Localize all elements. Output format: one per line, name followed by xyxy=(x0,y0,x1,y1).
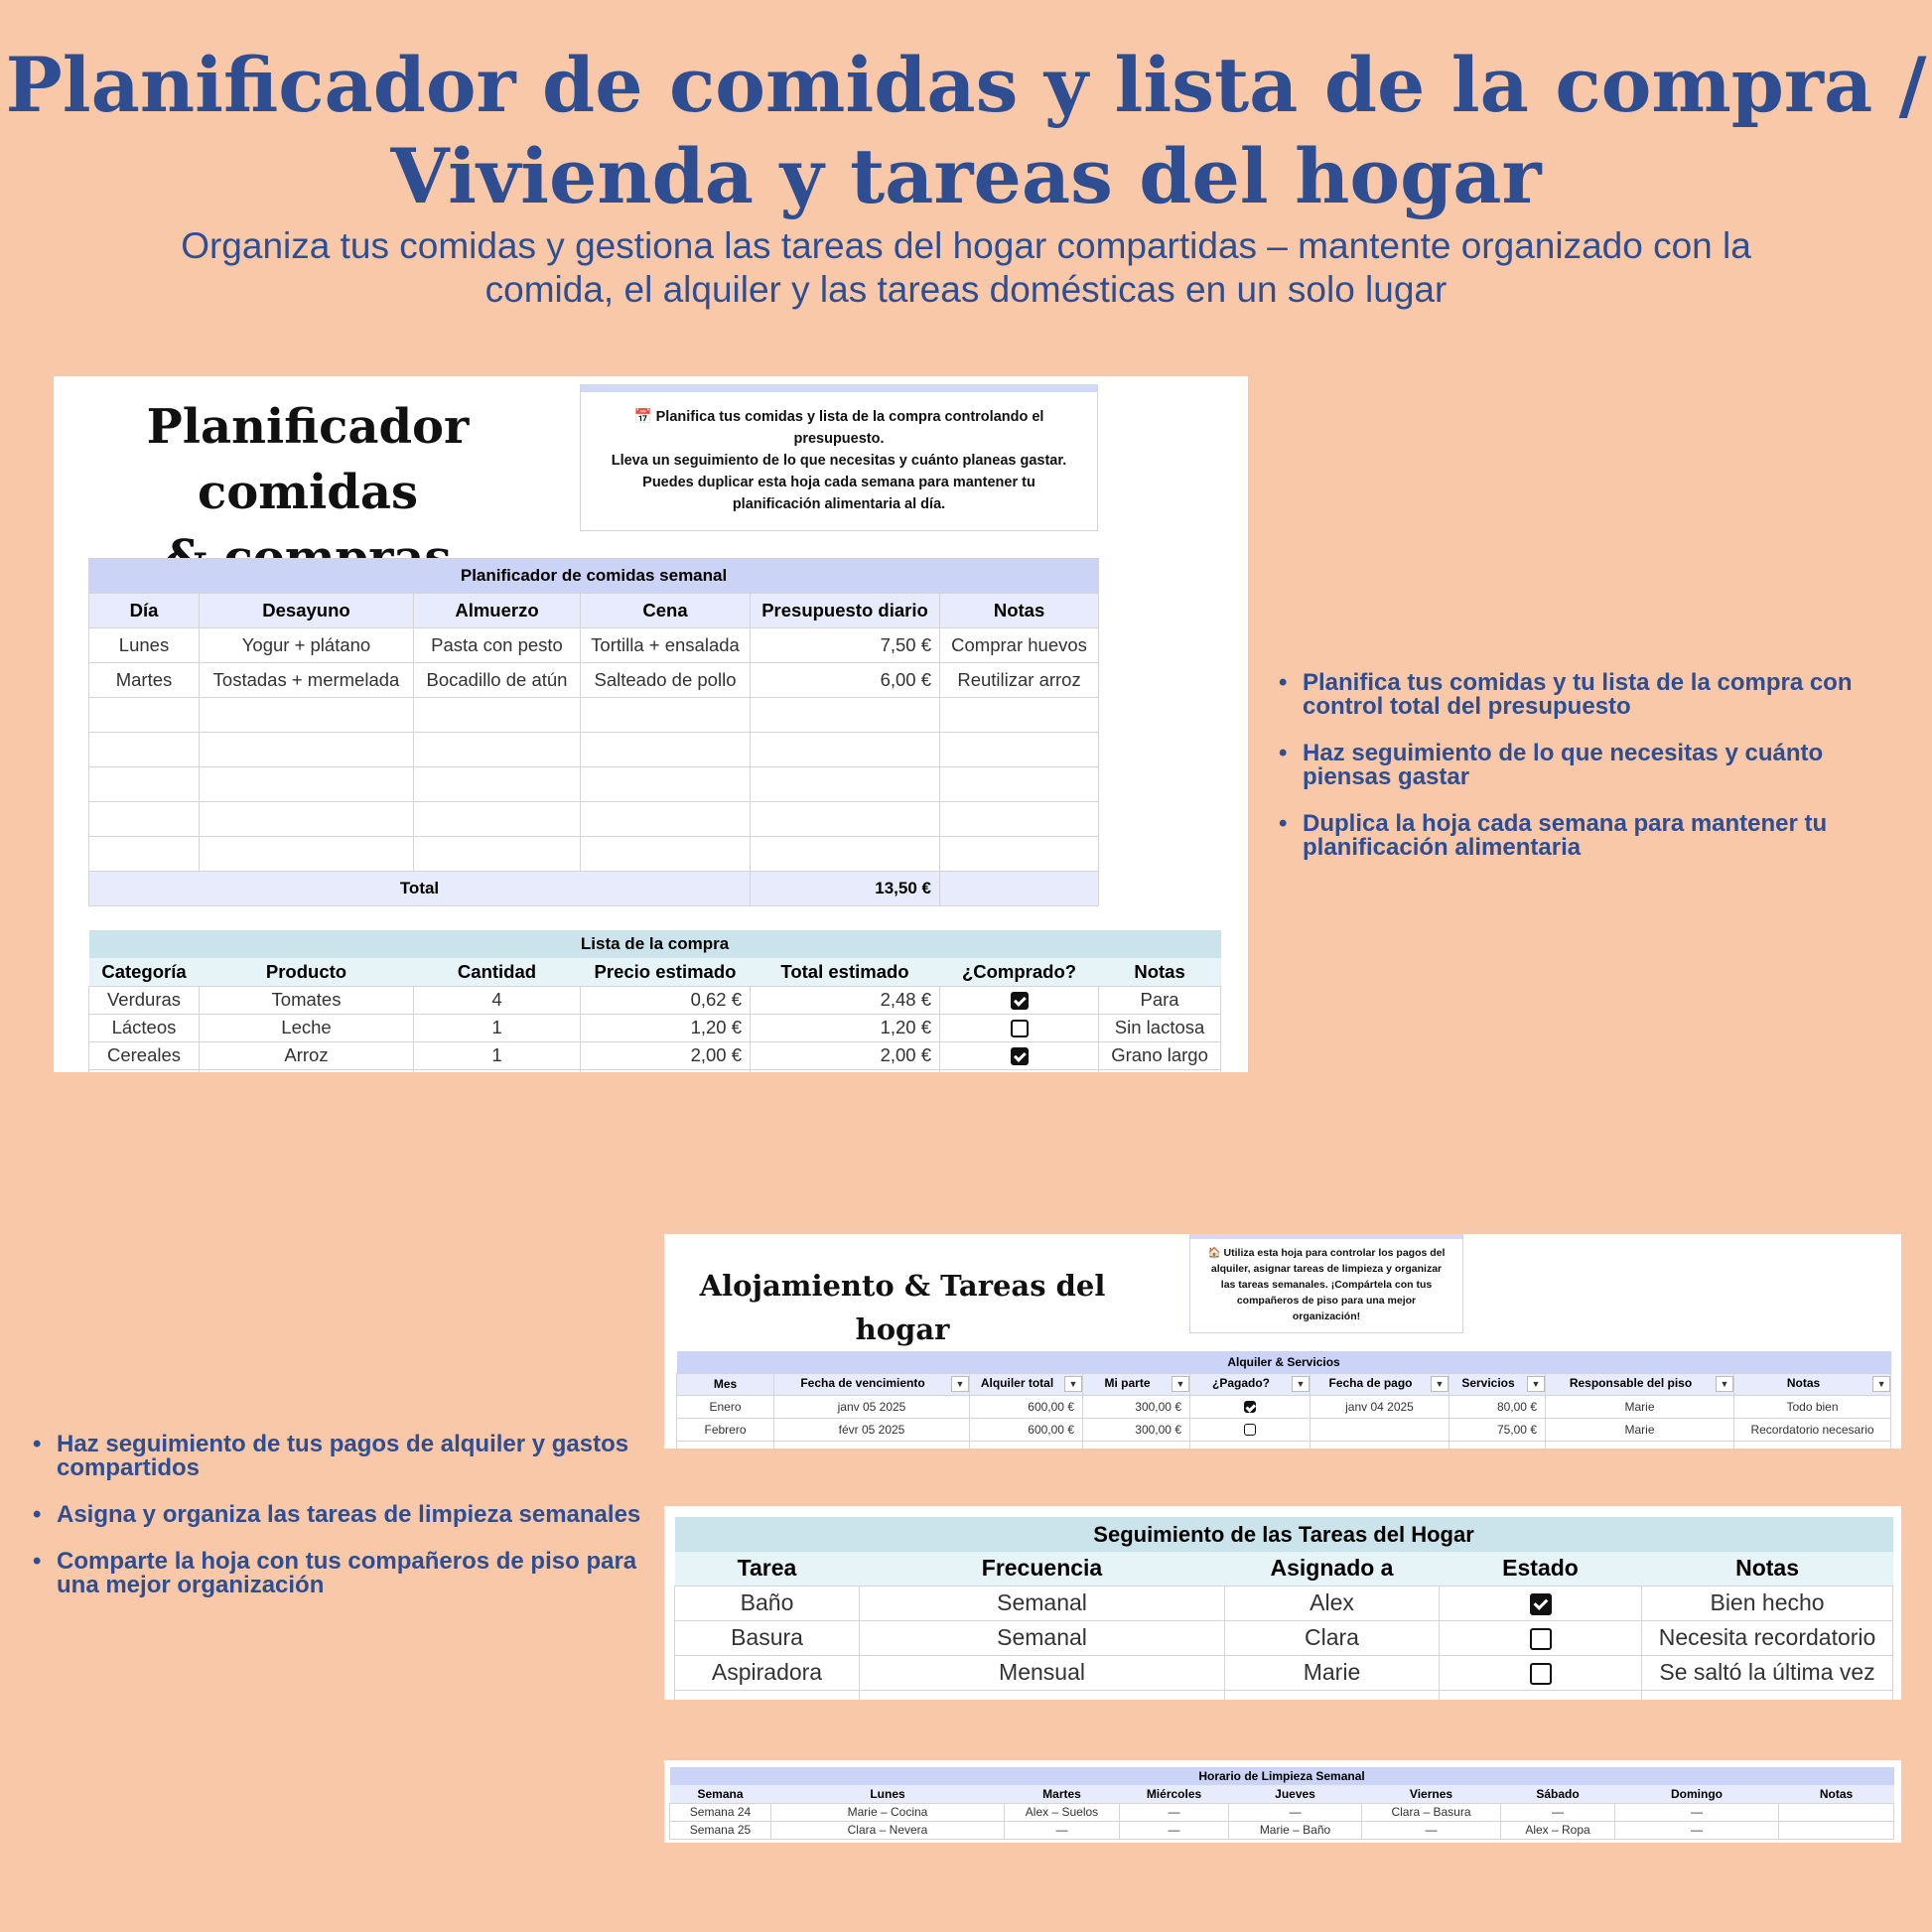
cell[interactable]: Clara – Nevera xyxy=(771,1821,1005,1839)
cell[interactable] xyxy=(200,698,414,733)
cell[interactable] xyxy=(940,767,1099,802)
cell[interactable]: Cereales xyxy=(89,1041,200,1069)
cell xyxy=(1190,1395,1311,1418)
cell[interactable]: Aspiradora xyxy=(675,1655,860,1690)
cell[interactable]: 1 xyxy=(414,1014,581,1041)
house-icon: 🏠 xyxy=(1207,1247,1221,1259)
table-row xyxy=(89,1014,1221,1041)
cell[interactable] xyxy=(414,698,581,733)
housing-info-line-1: Utiliza esta hoja para controlar los pagos del xyxy=(1223,1247,1446,1259)
title-line-1: Planificador de comidas y lista de la compra / xyxy=(5,41,1927,129)
cell[interactable] xyxy=(940,802,1099,837)
cleaning-schedule-table xyxy=(669,1767,1894,1840)
cell xyxy=(1440,1655,1642,1690)
cell[interactable]: Marie – Cocina xyxy=(771,1803,1005,1821)
chores-header-task: Tarea xyxy=(737,1555,797,1582)
cell[interactable]: 7,50 € xyxy=(751,628,940,663)
housing-info-line-5: organización! xyxy=(1292,1311,1361,1322)
rent-header-notes: Notas ▼ xyxy=(1734,1373,1891,1395)
cell[interactable]: Para xyxy=(1099,986,1221,1014)
schedule-header-thursday: Jueves xyxy=(1275,1786,1315,1801)
cell[interactable]: 300,00 € xyxy=(1083,1418,1190,1441)
cell[interactable]: 1,20 € xyxy=(751,1014,940,1041)
cell[interactable] xyxy=(581,767,751,802)
table-row xyxy=(675,1655,1893,1690)
cell[interactable] xyxy=(200,837,414,872)
meal-info-line-4: Puedes duplicar esta hoja cada semana para mantener tu xyxy=(642,475,1035,490)
bought-checkbox[interactable] xyxy=(1011,1020,1029,1037)
cell[interactable]: — xyxy=(1005,1821,1120,1839)
cell[interactable]: 2,48 € xyxy=(751,986,940,1014)
cell[interactable]: 80,00 € xyxy=(1449,1395,1546,1418)
shopping-header-category: Categoría xyxy=(101,960,187,982)
page-subtitle xyxy=(60,224,1872,312)
subtitle-line-2: comida, el alquiler y las tareas domésticas en un solo lugar xyxy=(484,269,1448,310)
cell[interactable] xyxy=(940,837,1099,872)
weekly-header-budget: Presupuesto diario xyxy=(751,594,940,628)
page-title xyxy=(0,40,1932,222)
cell[interactable]: Tomates xyxy=(200,986,414,1014)
cell[interactable]: Baño xyxy=(675,1586,860,1620)
meal-title-line-1: Planificador comidas xyxy=(146,399,470,520)
shopping-header-total: Total estimado xyxy=(780,960,909,982)
cell xyxy=(1190,1418,1311,1441)
chores-header-status: Estado xyxy=(1502,1555,1579,1582)
meal-info-line-3: Lleva un seguimiento de lo que necesitas y cuánto planeas gastar. xyxy=(611,453,1067,469)
total-label: Total xyxy=(89,872,751,906)
table-row xyxy=(677,1395,1891,1418)
schedule-header-wednesday: Miércoles xyxy=(1146,1786,1202,1801)
cell[interactable]: Todo bien xyxy=(1734,1395,1891,1418)
schedule-header-friday: Viernes xyxy=(1409,1786,1453,1801)
weekly-header-breakfast: Desayuno xyxy=(200,594,414,628)
cell[interactable] xyxy=(751,802,940,837)
cell[interactable]: Recordatorio necesario xyxy=(1734,1418,1891,1441)
empty-row xyxy=(89,767,1099,802)
cell[interactable] xyxy=(89,802,200,837)
cell[interactable]: 600,00 € xyxy=(970,1418,1083,1441)
rent-table xyxy=(676,1351,1891,1449)
weekly-header-dinner: Cena xyxy=(581,594,751,628)
bought-checkbox[interactable] xyxy=(1011,1047,1029,1065)
cell[interactable]: Marie – Baño xyxy=(1229,1821,1362,1839)
cell[interactable]: Salteado de pollo xyxy=(581,663,751,698)
chores-header-assigned: Asignado a xyxy=(1270,1555,1394,1582)
cell[interactable] xyxy=(414,837,581,872)
cell[interactable]: Necesita recordatorio xyxy=(1642,1620,1893,1655)
empty-row xyxy=(89,802,1099,837)
meal-feature-list xyxy=(1277,671,1912,883)
housing-info-line-4: compañeros de piso para una mejor xyxy=(1236,1295,1417,1307)
cell[interactable] xyxy=(940,733,1099,767)
cell[interactable]: Sin lactosa xyxy=(1099,1014,1221,1041)
chores-header-notes: Notas xyxy=(1735,1555,1799,1582)
cell xyxy=(1440,1620,1642,1655)
rent-header-due-date: Fecha de vencimiento ▼ xyxy=(774,1373,970,1395)
cell[interactable]: Verduras xyxy=(89,986,200,1014)
filter-dropdown-icon[interactable]: ▼ xyxy=(1292,1376,1310,1392)
cell[interactable]: Mensual xyxy=(860,1655,1225,1690)
cell[interactable] xyxy=(751,767,940,802)
meal-info-line-5: planificación alimentaria al día. xyxy=(732,496,946,512)
housing-info-line-3: las tareas semanales. ¡Compártela con tus xyxy=(1220,1279,1433,1291)
meal-planner-sheet xyxy=(54,376,1248,1072)
empty-row xyxy=(675,1690,1893,1700)
cell[interactable]: — xyxy=(1229,1803,1362,1821)
cell[interactable]: 6,00 € xyxy=(751,663,940,698)
cell[interactable]: Semana 24 xyxy=(670,1803,771,1821)
cell[interactable] xyxy=(940,698,1099,733)
cell[interactable] xyxy=(89,733,200,767)
housing-feature-list xyxy=(31,1433,646,1620)
cell[interactable]: janv 04 2025 xyxy=(1311,1395,1449,1418)
meal-feature-3: • Duplica la hoja cada semana para mantener tu planificación alimentaria xyxy=(1277,812,1912,860)
rent-table-caption: Alquiler & Servicios xyxy=(1227,1354,1340,1369)
cell[interactable]: 600,00 € xyxy=(970,1395,1083,1418)
weekly-header-notes: Notas xyxy=(940,594,1099,628)
chores-table xyxy=(674,1517,1893,1700)
status-checkbox[interactable] xyxy=(1530,1593,1552,1615)
schedule-header-tuesday: Martes xyxy=(1042,1786,1081,1801)
table-row xyxy=(89,628,1099,663)
chores-table-caption: Seguimiento de las Tareas del Hogar xyxy=(1093,1521,1474,1547)
filter-dropdown-icon[interactable]: ▼ xyxy=(1527,1376,1545,1392)
cell[interactable]: Reutilizar arroz xyxy=(940,663,1099,698)
cell[interactable]: — xyxy=(1501,1803,1615,1821)
table-row xyxy=(89,1041,1221,1069)
schedule-header-saturday: Sábado xyxy=(1536,1786,1580,1801)
cell[interactable]: Bien hecho xyxy=(1642,1586,1893,1620)
meal-feature-1: • Planifica tus comidas y tu lista de la compra con control total del presupuesto xyxy=(1277,671,1912,719)
weekly-header-lunch: Almuerzo xyxy=(414,594,581,628)
rent-header-total: Alquiler total ▼ xyxy=(970,1373,1083,1395)
table-row xyxy=(675,1620,1893,1655)
paid-checkbox[interactable] xyxy=(1244,1401,1256,1413)
schedule-header-notes: Notas xyxy=(1819,1786,1854,1801)
cell[interactable]: Lunes xyxy=(89,628,200,663)
paid-checkbox[interactable] xyxy=(1244,1424,1256,1436)
housing-sheet xyxy=(664,1234,1901,1449)
cell[interactable] xyxy=(581,733,751,767)
cell[interactable]: Tostadas + mermelada xyxy=(200,663,414,698)
cell[interactable]: Lácteos xyxy=(89,1014,200,1041)
cell[interactable] xyxy=(581,837,751,872)
cell[interactable]: Semanal xyxy=(860,1586,1225,1620)
cell[interactable]: févr 05 2025 xyxy=(774,1418,970,1441)
cell[interactable]: 300,00 € xyxy=(1083,1395,1190,1418)
cell[interactable]: 4 xyxy=(414,986,581,1014)
shopping-header-bought: ¿Comprado? xyxy=(961,960,1077,982)
cell[interactable]: — xyxy=(1120,1803,1229,1821)
status-checkbox[interactable] xyxy=(1530,1628,1552,1650)
cell[interactable]: Clara xyxy=(1225,1620,1440,1655)
empty-row xyxy=(677,1441,1891,1449)
table-row xyxy=(675,1586,1893,1620)
meal-title-line-2: & compras xyxy=(164,530,452,586)
cell[interactable] xyxy=(581,802,751,837)
cell[interactable]: Alex xyxy=(1225,1586,1440,1620)
empty-row xyxy=(89,1069,1221,1072)
table-row xyxy=(89,663,1099,698)
cell[interactable]: Marie xyxy=(1546,1395,1734,1418)
cell[interactable]: 75,00 € xyxy=(1449,1418,1546,1441)
cell[interactable]: Semanal xyxy=(860,1620,1225,1655)
cell[interactable] xyxy=(751,733,940,767)
cell[interactable]: Bocadillo de atún xyxy=(414,663,581,698)
cell[interactable]: Yogur + plátano xyxy=(200,628,414,663)
weekly-header-day: Día xyxy=(89,594,200,628)
empty-row xyxy=(89,733,1099,767)
rent-header-month: Mes xyxy=(677,1373,774,1395)
subtitle-line-1: Organiza tus comidas y gestiona las tareas del hogar compartidas – mantente organizado con la xyxy=(181,225,1751,266)
schedule-table-caption: Horario de Limpieza Semanal xyxy=(1198,1769,1365,1783)
filter-dropdown-icon[interactable]: ▼ xyxy=(1172,1376,1189,1392)
cleaning-schedule-sheet xyxy=(664,1760,1901,1843)
shopping-header-quantity: Cantidad xyxy=(457,960,537,982)
empty-row xyxy=(89,837,1099,872)
cell[interactable]: Clara – Basura xyxy=(1362,1803,1501,1821)
cell[interactable]: janv 05 2025 xyxy=(774,1395,970,1418)
cell xyxy=(940,1041,1099,1069)
filter-dropdown-icon[interactable]: ▼ xyxy=(1716,1376,1733,1392)
weekly-meal-table xyxy=(88,558,1099,906)
table-row xyxy=(670,1821,1894,1839)
filter-dropdown-icon[interactable]: ▼ xyxy=(951,1376,969,1392)
shopping-header-product: Producto xyxy=(265,960,347,982)
cell[interactable]: — xyxy=(1362,1821,1501,1839)
shopping-header-price: Precio estimado xyxy=(594,960,737,982)
cell[interactable]: Se saltó la última vez xyxy=(1642,1655,1893,1690)
status-checkbox[interactable] xyxy=(1530,1663,1552,1685)
cell xyxy=(940,1014,1099,1041)
shopping-list-table xyxy=(88,930,1221,1072)
cell[interactable]: — xyxy=(1120,1821,1229,1839)
meal-feature-2: • Haz seguimiento de lo que necesitas y cuánto piensas gastar xyxy=(1277,742,1912,789)
cell[interactable]: Arroz xyxy=(200,1041,414,1069)
meal-info-line-2: presupuesto. xyxy=(793,431,885,447)
chores-header-frequency: Frecuencia xyxy=(981,1555,1103,1582)
title-line-2: Vivienda y tareas del hogar xyxy=(390,132,1542,220)
cell[interactable]: 1,20 € xyxy=(581,1014,751,1041)
cell[interactable]: Febrero xyxy=(677,1418,774,1441)
total-row xyxy=(89,872,1099,906)
cell xyxy=(940,986,1099,1014)
shopping-header-notes: Notas xyxy=(1134,960,1185,982)
cell[interactable]: 1 xyxy=(414,1041,581,1069)
chores-sheet xyxy=(664,1506,1901,1700)
cell[interactable] xyxy=(200,802,414,837)
cell[interactable]: 2,00 € xyxy=(581,1041,751,1069)
schedule-header-sunday: Domingo xyxy=(1671,1786,1723,1801)
shopping-table-caption: Lista de la compra xyxy=(580,934,730,953)
cell[interactable] xyxy=(200,767,414,802)
cell[interactable]: — xyxy=(1615,1803,1779,1821)
bought-checkbox[interactable] xyxy=(1011,992,1029,1010)
cell[interactable] xyxy=(751,837,940,872)
cell xyxy=(1440,1586,1642,1620)
filter-dropdown-icon[interactable]: ▼ xyxy=(1431,1376,1449,1392)
cell[interactable]: Comprar huevos xyxy=(940,628,1099,663)
cell[interactable]: 2,00 € xyxy=(751,1041,940,1069)
cell[interactable]: Alex – Ropa xyxy=(1501,1821,1615,1839)
table-row xyxy=(677,1418,1891,1441)
total-value: 13,50 € xyxy=(751,872,940,906)
cell[interactable]: Marie xyxy=(1225,1655,1440,1690)
cell[interactable] xyxy=(89,767,200,802)
cell[interactable] xyxy=(1779,1803,1894,1821)
cell[interactable] xyxy=(1311,1418,1449,1441)
cell[interactable]: Martes xyxy=(89,663,200,698)
schedule-header-week: Semana xyxy=(697,1786,744,1801)
rent-header-pay-date: Fecha de pago ▼ xyxy=(1311,1373,1449,1395)
calendar-icon: 📅 xyxy=(633,409,652,425)
table-row xyxy=(89,986,1221,1014)
cell[interactable] xyxy=(581,698,751,733)
cell[interactable]: Basura xyxy=(675,1620,860,1655)
rent-header-paid: ¿Pagado? ▼ xyxy=(1190,1373,1311,1395)
empty-row xyxy=(89,698,1099,733)
rent-header-my-share: Mi parte ▼ xyxy=(1083,1373,1190,1395)
cell[interactable]: Grano largo xyxy=(1099,1041,1221,1069)
meal-info-box xyxy=(580,384,1098,531)
cell[interactable]: Leche xyxy=(200,1014,414,1041)
cell[interactable] xyxy=(89,837,200,872)
filter-dropdown-icon[interactable]: ▼ xyxy=(1064,1376,1082,1392)
schedule-header-monday: Lunes xyxy=(870,1786,905,1801)
housing-info-box xyxy=(1189,1234,1463,1333)
housing-feature-1: • Haz seguimiento de tus pagos de alquiler y gastos compartidos xyxy=(31,1433,646,1480)
cell[interactable] xyxy=(751,698,940,733)
cell[interactable] xyxy=(1779,1821,1894,1839)
cell[interactable] xyxy=(89,698,200,733)
weekly-table-caption: Planificador de comidas semanal xyxy=(89,559,1099,594)
meal-info-line-1: Planifica tus comidas y lista de la compra controlando el xyxy=(655,409,1044,425)
cell[interactable]: Marie xyxy=(1546,1418,1734,1441)
cell[interactable] xyxy=(414,802,581,837)
rent-header-responsible: Responsable del piso ▼ xyxy=(1546,1373,1734,1395)
housing-feature-3: • Comparte la hoja con tus compañeros de piso para una mejor organización xyxy=(31,1550,646,1597)
housing-sheet-title: Alojamiento & Tareas del hogar xyxy=(699,1269,1106,1346)
cell[interactable]: Enero xyxy=(677,1395,774,1418)
housing-info-line-2: alquiler, asignar tareas de limpieza y organizar xyxy=(1210,1263,1443,1275)
table-row xyxy=(670,1803,1894,1821)
cell[interactable] xyxy=(414,733,581,767)
filter-dropdown-icon[interactable]: ▼ xyxy=(1872,1376,1890,1392)
cell[interactable] xyxy=(414,767,581,802)
cell[interactable]: Semana 25 xyxy=(670,1821,771,1839)
cell[interactable]: Alex – Suelos xyxy=(1005,1803,1120,1821)
cell[interactable]: Tortilla + ensalada xyxy=(581,628,751,663)
cell[interactable] xyxy=(200,733,414,767)
rent-header-services: Servicios ▼ xyxy=(1449,1373,1546,1395)
cell[interactable]: Pasta con pesto xyxy=(414,628,581,663)
cell[interactable]: — xyxy=(1615,1821,1779,1839)
cell[interactable]: 0,62 € xyxy=(581,986,751,1014)
housing-feature-2: • Asigna y organiza las tareas de limpieza semanales xyxy=(31,1503,646,1527)
